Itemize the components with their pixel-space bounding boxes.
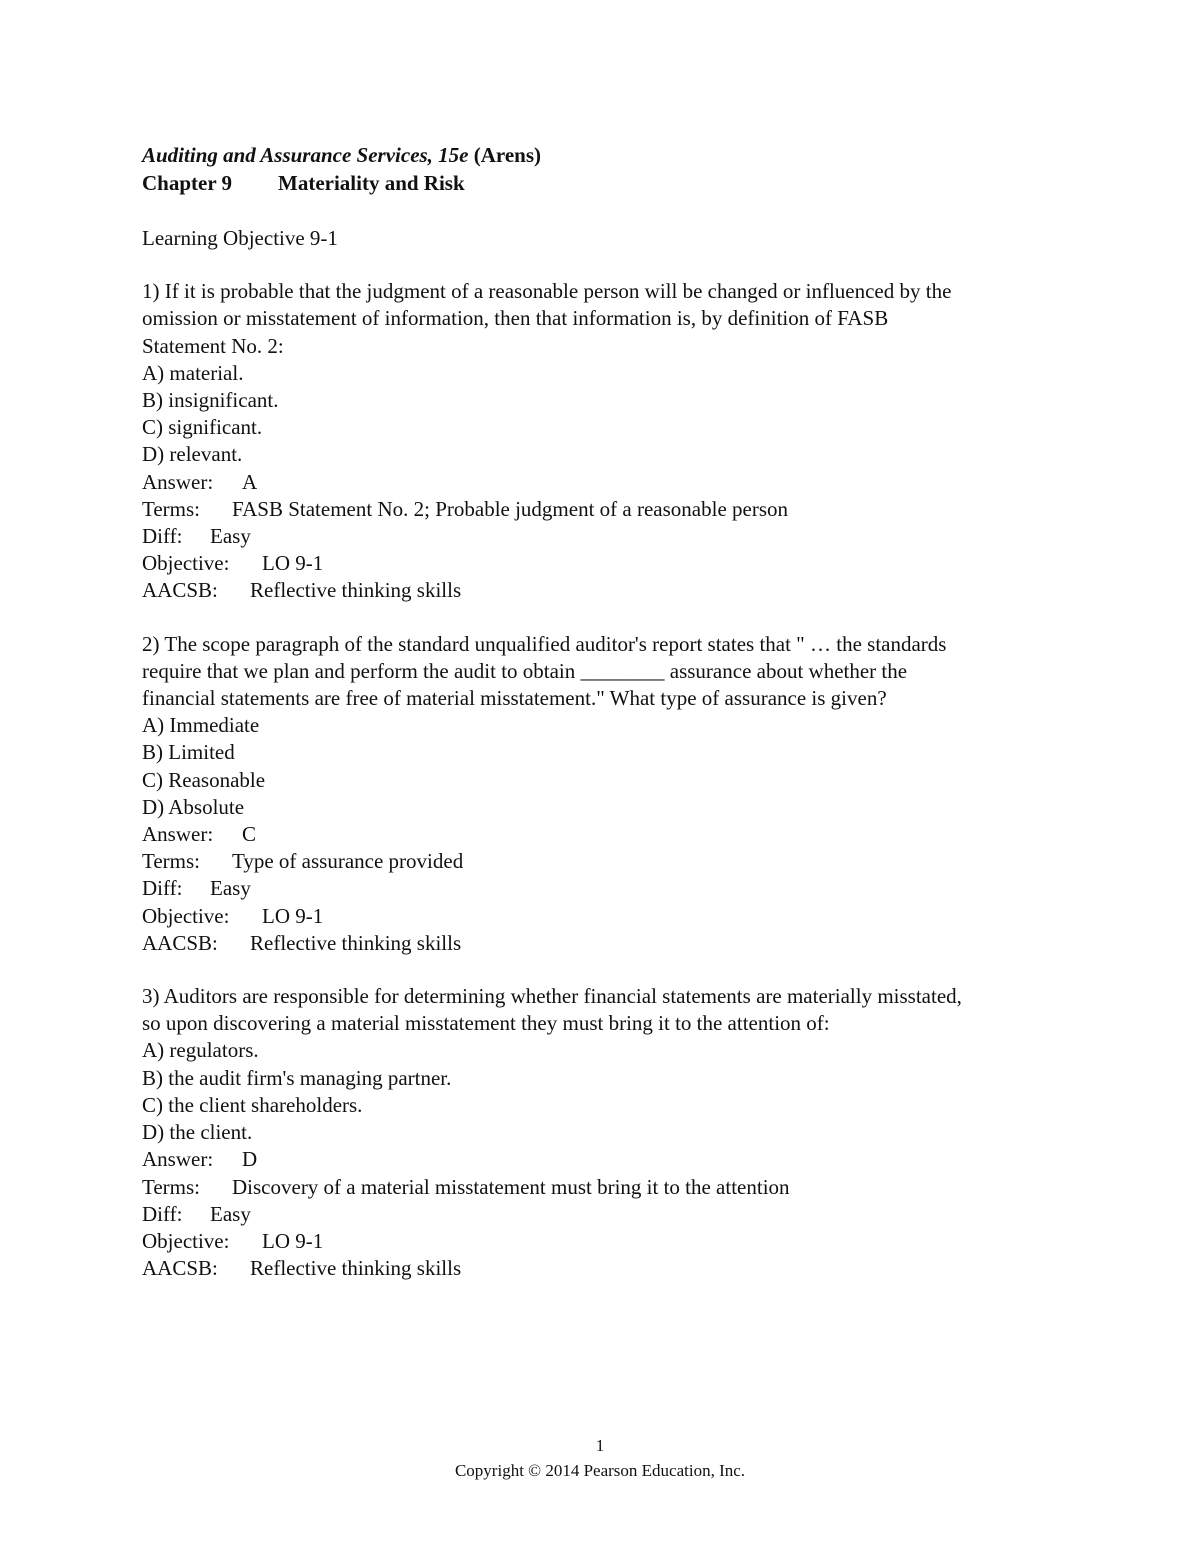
question-block bbox=[142, 983, 1082, 1282]
answer-option: B) Limited bbox=[142, 740, 235, 765]
aacsb-row-label: AACSB: bbox=[142, 930, 218, 955]
difficulty-row bbox=[142, 875, 1082, 902]
terms-value: Type of assurance provided bbox=[232, 849, 464, 874]
terms-row bbox=[142, 848, 1082, 875]
answer-option: D) Absolute bbox=[142, 794, 245, 819]
aacsb-value: Reflective thinking skills bbox=[250, 1256, 462, 1281]
objective-row-label: Objective: bbox=[142, 1228, 230, 1253]
question-block bbox=[142, 631, 1082, 957]
answer-option: D) the client. bbox=[142, 1120, 253, 1145]
answer-option: C) Reasonable bbox=[142, 767, 266, 792]
difficulty-row-label: Diff: bbox=[142, 876, 183, 901]
aacsb-row-label: AACSB: bbox=[142, 1256, 218, 1281]
objective-row bbox=[142, 1228, 1082, 1255]
difficulty-row bbox=[142, 1201, 1082, 1228]
answer-value: A bbox=[242, 469, 258, 494]
diff-value: Easy bbox=[210, 1201, 251, 1226]
question-stem-line: financial statements are free of material misstatement." What type of assurance is given? bbox=[142, 686, 887, 711]
question-stem-line: Statement No. 2: bbox=[142, 333, 284, 358]
document-page bbox=[142, 141, 1082, 1282]
question-list bbox=[142, 278, 1082, 1282]
diff-value: Easy bbox=[210, 876, 251, 901]
difficulty-row bbox=[142, 523, 1082, 550]
terms-row-label: Terms: bbox=[142, 496, 201, 521]
question-block bbox=[142, 278, 1082, 604]
answer-row-label: Answer: bbox=[142, 469, 214, 494]
answer-option: A) material. bbox=[142, 360, 244, 385]
answer-option: A) Immediate bbox=[142, 713, 260, 738]
terms-row bbox=[142, 496, 1082, 523]
objective-row bbox=[142, 903, 1082, 930]
question-stem-line: so upon discovering a material misstatement they must bring it to the attention of: bbox=[142, 1011, 830, 1036]
answer-row bbox=[142, 469, 1082, 496]
answer-row bbox=[142, 821, 1082, 848]
terms-row bbox=[142, 1174, 1082, 1201]
page-number: 1 bbox=[595, 1436, 605, 1455]
diff-value: Easy bbox=[210, 524, 251, 549]
answer-option: A) regulators. bbox=[142, 1038, 259, 1063]
answer-option: D) relevant. bbox=[142, 442, 243, 467]
terms-value: FASB Statement No. 2; Probable judgment of a reasonable person bbox=[232, 496, 789, 521]
chapter-label: Chapter 9 bbox=[142, 171, 233, 195]
aacsb-row bbox=[142, 1255, 1082, 1282]
answer-option: C) the client shareholders. bbox=[142, 1092, 363, 1117]
question-stem-line: 1) If it is probable that the judgment of a reasonable person will be changed or influenced by the bbox=[142, 279, 952, 304]
question-stem-line: 3) Auditors are responsible for determining whether financial statements are materially misstated, bbox=[142, 984, 962, 1009]
objective-row-label: Objective: bbox=[142, 551, 230, 576]
objective-value: LO 9-1 bbox=[262, 1228, 324, 1253]
answer-row-label: Answer: bbox=[142, 822, 214, 847]
answer-value: D bbox=[242, 1147, 258, 1172]
chapter-title: Materiality and Risk bbox=[278, 171, 465, 195]
answer-row-label: Answer: bbox=[142, 1147, 214, 1172]
question-stem-line: 2) The scope paragraph of the standard unqualified auditor's report states that " … the standards bbox=[142, 631, 947, 656]
question-stem-line: omission or misstatement of information, then that information is, by definition of FASB bbox=[142, 306, 889, 331]
terms-row-label: Terms: bbox=[142, 849, 201, 874]
aacsb-value: Reflective thinking skills bbox=[250, 930, 462, 955]
chapter-heading bbox=[142, 169, 1082, 197]
copyright-notice: Copyright © 2014 Pearson Education, Inc. bbox=[454, 1461, 746, 1480]
objective-value: LO 9-1 bbox=[262, 903, 324, 928]
answer-option: B) the audit firm's managing partner. bbox=[142, 1065, 452, 1090]
difficulty-row-label: Diff: bbox=[142, 524, 183, 549]
book-title: Auditing and Assurance Services, 15e bbox=[142, 143, 469, 167]
terms-row-label: Terms: bbox=[142, 1174, 201, 1199]
aacsb-row bbox=[142, 930, 1082, 957]
aacsb-row-label: AACSB: bbox=[142, 578, 218, 603]
question-stem-line: require that we plan and perform the audit to obtain ________ assurance about whether the bbox=[142, 658, 908, 683]
book-author: (Arens) bbox=[473, 143, 542, 167]
objective-row bbox=[142, 550, 1082, 577]
aacsb-row bbox=[142, 577, 1082, 604]
answer-option: B) insignificant. bbox=[142, 388, 279, 413]
terms-value: Discovery of a material misstatement must bring it to the attention bbox=[232, 1174, 790, 1199]
learning-objective: Learning Objective 9-1 bbox=[142, 226, 338, 250]
answer-value: C bbox=[242, 822, 257, 847]
answer-row bbox=[142, 1146, 1082, 1173]
answer-option: C) significant. bbox=[142, 415, 263, 440]
book-title-line bbox=[142, 141, 1082, 169]
difficulty-row-label: Diff: bbox=[142, 1201, 183, 1226]
aacsb-value: Reflective thinking skills bbox=[250, 578, 462, 603]
objective-value: LO 9-1 bbox=[262, 551, 324, 576]
objective-row-label: Objective: bbox=[142, 903, 230, 928]
